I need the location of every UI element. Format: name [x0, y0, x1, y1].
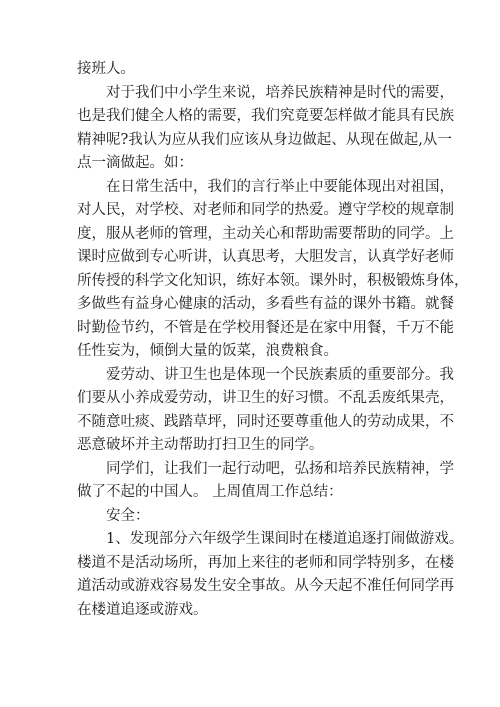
text-line: 恶意破坏并主动帮助打扫卫生的同学。: [77, 437, 324, 453]
document-page: [77, 58, 469, 622]
text-line: 1、发现部分六年级学生课间时在楼道追逐打闹做游戏。: [106, 531, 464, 547]
text-line: 在楼道追逐或游戏。: [77, 601, 208, 618]
text-line: 爱劳动、讲卫生也是体现一个民族素质的重要部分。我: [106, 366, 454, 383]
text-line: 也是我们健全人格的需要，我们究竟要怎样做才能具有民族: [77, 108, 454, 124]
text-line: 度，服从老师的管理，主动关心和帮助需要帮助的同学。上: [77, 225, 454, 242]
text-line: 对人民，对学校、对老师和同学的热爱。遵守学校的规章制: [77, 202, 454, 218]
paragraph-2: [77, 82, 454, 176]
text-line: 在日常生活中，我们的言行举止中要能体现出对祖国，: [106, 178, 454, 195]
text-line: 不随意吐痰、践踏草坪，同时还要尊重他人的劳动成果，不: [77, 413, 454, 430]
text-line: 精神呢?我认为应从我们应该从身边做起、从现在做起,从一: [77, 131, 452, 148]
text-line: 楼道不是活动场所，再加上来往的老师和同学特别多，在楼: [77, 554, 454, 571]
section-heading-safety: [77, 505, 437, 529]
text-line: 点一滴做起。如：: [77, 155, 193, 171]
text-line: 任性妄为，倾倒大量的饭菜，浪费粮食。: [77, 343, 338, 359]
paragraph-5: [77, 458, 454, 505]
text-line: 们要从小养成爱劳动，讲卫生的好习惯。不乱丢废纸果壳，: [77, 390, 454, 406]
text-line: 道活动或游戏容易发生安全事故。从今天起不准任何同学再: [77, 578, 454, 594]
paragraph-1: [77, 58, 437, 82]
text-line: 所传授的科学文化知识，练好本领。课外时，积极锻炼身体，: [77, 272, 469, 289]
text-line: 多做些有益身心健康的活动，多看些有益的课外书籍。就餐: [77, 296, 454, 312]
text-line: 做了不起的中国人。 上周值周工作总结：: [77, 484, 343, 500]
paragraph-3: [77, 176, 469, 364]
paragraph-4: [77, 364, 454, 458]
text-line: 时勤俭节约，不管是在学校用餐还是在家中用餐，千万不能: [77, 319, 454, 336]
text-line: 同学们，让我们一起行动吧，弘扬和培养民族精神，学: [106, 460, 454, 477]
paragraph-7: [77, 528, 464, 622]
text-line: 接班人。: [77, 61, 135, 77]
text-line: 安全：: [106, 507, 150, 524]
text-line: 课时应做到专心听讲，认真思考，大胆发言，认真学好老师: [77, 249, 454, 265]
text-line: 对于我们中小学生来说，培养民族精神是时代的需要，: [106, 84, 454, 101]
